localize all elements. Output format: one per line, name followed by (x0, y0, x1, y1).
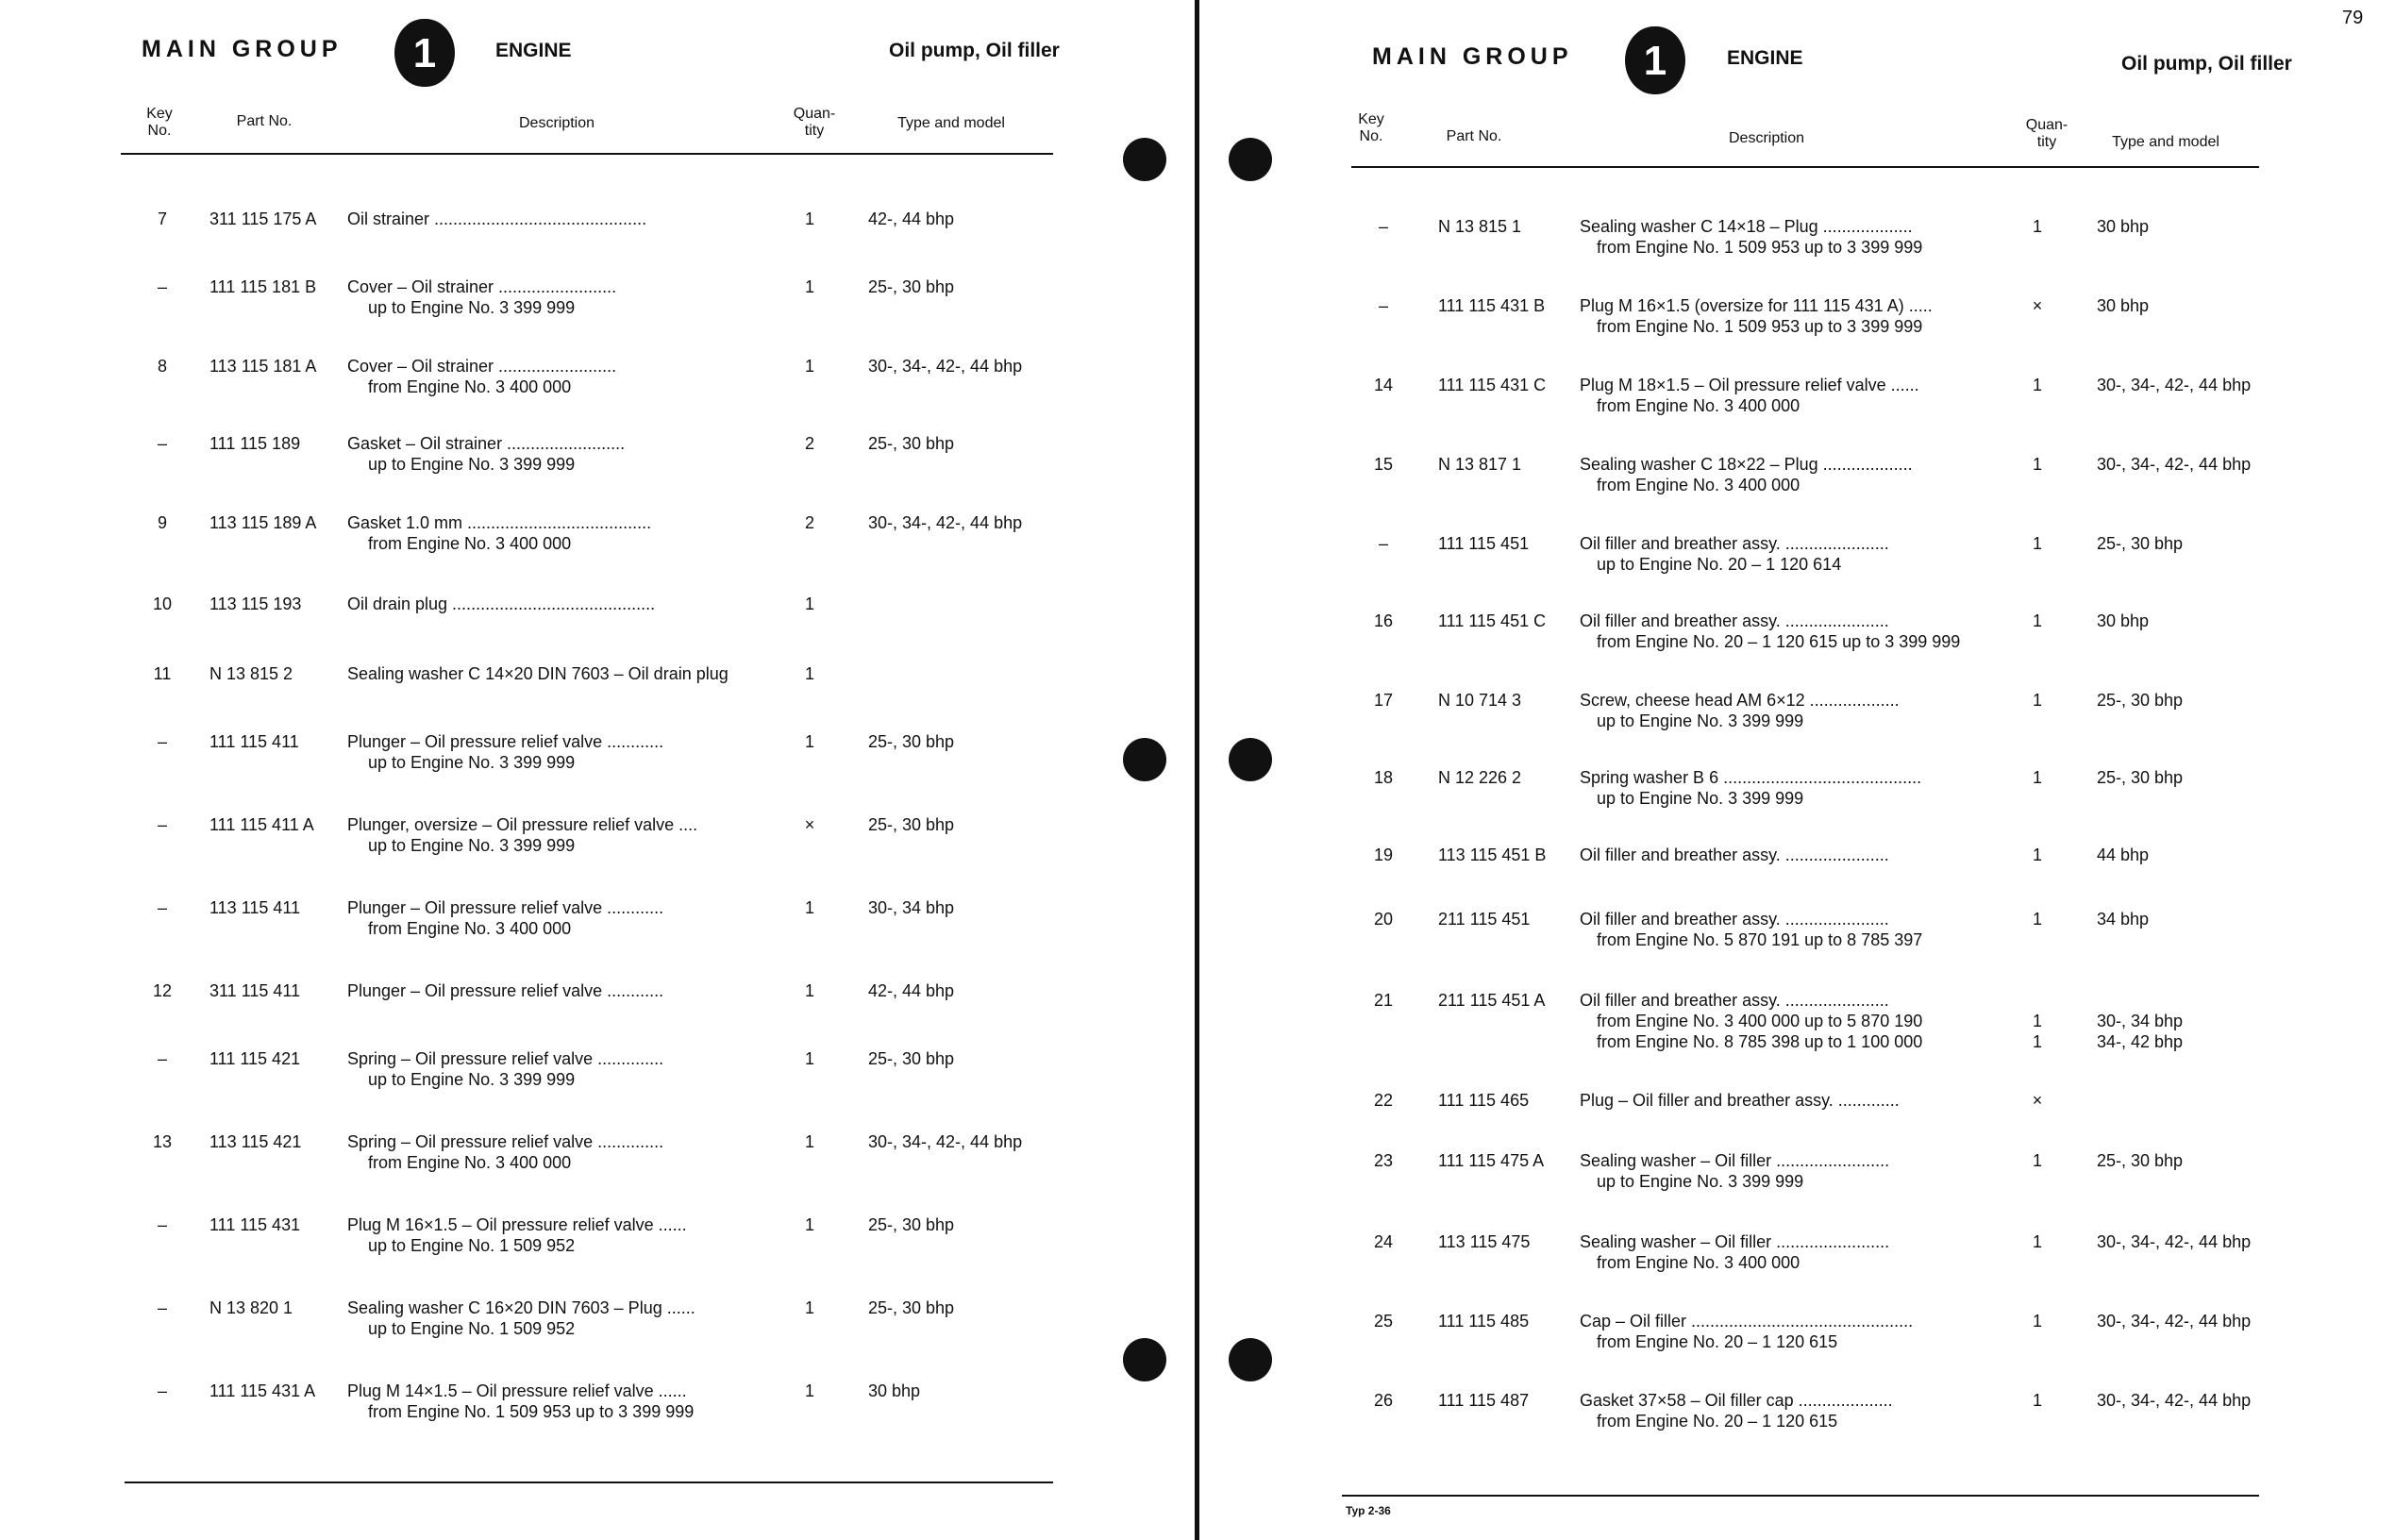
col-header-type: Type and model (2112, 134, 2219, 150)
description-note: from Engine No. 1 509 953 up to 3 399 999 (1597, 238, 1923, 257)
part-number: 311 115 411 (209, 981, 301, 1000)
table-row (1200, 691, 2395, 766)
table-row (1200, 910, 2395, 985)
description-note: from Engine No. 8 785 398 up to 1 100 000 (1597, 1032, 1923, 1051)
type-and-model: 30-, 34 bhp (868, 898, 955, 917)
description-note: from Engine No. 3 400 000 (1597, 476, 1800, 494)
key-number: 20 (1373, 910, 1394, 929)
quantity: 1 (804, 277, 814, 296)
description: Plunger – Oil pressure relief valve ............ (347, 898, 664, 917)
quantity: 1 (804, 1215, 814, 1234)
table-row (0, 981, 1195, 1057)
group-name: ENGINE (1727, 47, 1803, 69)
type-and-model: 30 bhp (2097, 296, 2150, 315)
col-header-quantity: Quan- tity (793, 106, 836, 139)
quantity: 1 (2032, 1032, 2042, 1051)
col-header-description: Description (518, 115, 595, 131)
table-row (0, 815, 1195, 891)
part-number: 111 115 475 A (1438, 1151, 1545, 1170)
table-row (1200, 534, 2395, 610)
quantity: 1 (2032, 1151, 2042, 1170)
table-row (0, 1049, 1195, 1125)
table-row (1200, 455, 2395, 530)
key-number: 17 (1373, 691, 1394, 710)
description: Spring – Oil pressure relief valve .............. (347, 1049, 664, 1068)
type-and-model: 30 bhp (868, 1381, 921, 1400)
bottom-rule (125, 1481, 1053, 1483)
description-note: from Engine No. 3 400 000 (1597, 1253, 1800, 1272)
description: Cover – Oil strainer ......................... (347, 357, 617, 376)
key-number: 25 (1373, 1312, 1394, 1331)
col-header-key: Key No. (146, 106, 173, 139)
quantity: 1 (2032, 1391, 2042, 1410)
description: Plug M 14×1.5 – Oil pressure relief valve ...... (347, 1381, 687, 1400)
description: Sealing washer C 18×22 – Plug ................... (1580, 455, 1913, 474)
quantity: 1 (804, 981, 814, 1000)
description-note: up to Engine No. 1 509 952 (368, 1236, 576, 1255)
description-note: from Engine No. 3 400 000 (368, 377, 572, 396)
key-number: 14 (1373, 376, 1394, 394)
part-number: 111 115 451 C (1438, 611, 1547, 630)
description: Gasket 1.0 mm ....................................... (347, 513, 652, 532)
type-and-model: 30-, 34-, 42-, 44 bhp (868, 513, 1023, 532)
key-number: – (157, 277, 167, 296)
table-row (0, 209, 1195, 285)
table-row (1200, 376, 2395, 451)
part-number: 113 115 193 (209, 594, 302, 613)
quantity: 1 (804, 1132, 814, 1151)
key-number: 7 (157, 209, 167, 228)
quantity: 1 (2032, 768, 2042, 787)
main-group-label: MAIN GROUP (142, 36, 343, 62)
part-number: 111 115 487 (1438, 1391, 1530, 1410)
description-note: from Engine No. 5 870 191 up to 8 785 397 (1597, 930, 1923, 949)
table-row (0, 357, 1195, 432)
quantity: 1 (2032, 611, 2042, 630)
part-number: 111 115 421 (209, 1049, 301, 1068)
description-note: from Engine No. 1 509 953 up to 3 399 999 (368, 1402, 695, 1421)
table-row (0, 664, 1195, 740)
description-note: from Engine No. 3 400 000 up to 5 870 190 (1597, 1012, 1923, 1030)
description-note: up to Engine No. 3 399 999 (1597, 711, 1804, 730)
type-and-model: 25-, 30 bhp (868, 1215, 955, 1234)
part-number: 211 115 451 A (1438, 991, 1546, 1010)
key-number: 10 (152, 594, 173, 613)
table-row (0, 1298, 1195, 1374)
type-and-model: 25-, 30 bhp (868, 434, 955, 453)
key-number: 8 (157, 357, 167, 376)
type-and-model: 34-, 42 bhp (2097, 1032, 2184, 1051)
page-number: 79 (2342, 8, 2364, 28)
key-number: 11 (153, 664, 172, 683)
part-number: 113 115 411 (209, 898, 301, 917)
quantity: × (804, 815, 815, 834)
key-number: – (157, 815, 167, 834)
description-note: from Engine No. 20 – 1 120 615 up to 3 399 999 (1597, 632, 1961, 651)
part-number: 111 115 465 (1438, 1091, 1530, 1110)
type-and-model: 30-, 34-, 42-, 44 bhp (868, 1132, 1023, 1151)
part-number: 111 115 431 B (1438, 296, 1546, 315)
quantity: 1 (804, 1049, 814, 1068)
table-row (0, 513, 1195, 589)
description: Oil drain plug ........................................... (347, 594, 656, 613)
type-and-model: 25-, 30 bhp (868, 815, 955, 834)
type-and-model: 30 bhp (2097, 217, 2150, 236)
key-number: 24 (1373, 1232, 1394, 1251)
col-header-part: Part No. (236, 113, 293, 129)
key-number: 15 (1373, 455, 1394, 474)
part-number: N 13 817 1 (1438, 455, 1522, 474)
description: Oil filler and breather assy. ...................... (1580, 611, 1889, 630)
key-number: – (157, 434, 167, 453)
description-note: up to Engine No. 3 399 999 (1597, 789, 1804, 808)
part-number: 111 115 431 C (1438, 376, 1547, 394)
description-note: up to Engine No. 3 399 999 (368, 1070, 576, 1089)
quantity: 1 (804, 732, 814, 751)
quantity: 1 (2032, 1012, 2042, 1030)
col-header-key: Key No. (1358, 111, 1384, 144)
type-and-model: 25-, 30 bhp (2097, 768, 2184, 787)
description: Spring – Oil pressure relief valve .............. (347, 1132, 664, 1151)
description: Screw, cheese head AM 6×12 ................... (1580, 691, 1900, 710)
description: Plug – Oil filler and breather assy. ............. (1580, 1091, 1900, 1110)
table-row (1200, 1232, 2395, 1308)
description-note: up to Engine No. 3 399 999 (368, 298, 576, 317)
part-number: 311 115 175 A (209, 209, 317, 228)
description: Sealing washer C 14×20 DIN 7603 – Oil drain plug (347, 664, 729, 683)
quantity: 1 (2032, 845, 2042, 864)
description: Cap – Oil filler ............................................... (1580, 1312, 1914, 1331)
description: Sealing washer C 14×18 – Plug ................... (1580, 217, 1913, 236)
table-row (0, 898, 1195, 974)
quantity: 2 (804, 513, 814, 532)
quantity: 1 (804, 357, 814, 376)
description: Sealing washer – Oil filler ........................ (1580, 1232, 1890, 1251)
type-and-model: 25-, 30 bhp (868, 277, 955, 296)
group-number: 1 (412, 30, 437, 76)
description-note: from Engine No. 3 400 000 (368, 1153, 572, 1172)
group-number: 1 (1643, 38, 1667, 84)
description-note: from Engine No. 3 400 000 (368, 919, 572, 938)
key-number: – (1378, 296, 1388, 315)
part-number: 113 115 189 A (209, 513, 317, 532)
part-number: 113 115 475 (1438, 1232, 1531, 1251)
part-number: 111 115 431 (209, 1215, 301, 1234)
quantity: 1 (2032, 691, 2042, 710)
table-row (0, 1215, 1195, 1291)
table-row (0, 732, 1195, 808)
description-note: from Engine No. 20 – 1 120 615 (1597, 1332, 1838, 1351)
table-row (1200, 1151, 2395, 1227)
type-and-model: 30-, 34-, 42-, 44 bhp (2097, 1312, 2252, 1331)
type-and-model: 25-, 30 bhp (2097, 691, 2184, 710)
description: Plunger – Oil pressure relief valve ............ (347, 732, 664, 751)
key-number: 22 (1373, 1091, 1394, 1110)
punch-hole (1123, 1338, 1166, 1381)
table-row (1200, 768, 2395, 844)
part-number: N 12 226 2 (1438, 768, 1522, 787)
quantity: 1 (804, 594, 814, 613)
description: Oil filler and breather assy. ...................... (1580, 845, 1889, 864)
type-and-model: 42-, 44 bhp (868, 981, 955, 1000)
section-title: Oil pump, Oil filler (2121, 53, 2292, 75)
footer-code: Typ 2-36 (1346, 1504, 1391, 1517)
description-note: up to Engine No. 1 509 952 (368, 1319, 576, 1338)
part-number: 111 115 181 B (209, 277, 317, 296)
quantity: × (2032, 296, 2043, 315)
quantity: 1 (804, 898, 814, 917)
quantity: 1 (804, 664, 814, 683)
part-number: 111 115 411 A (209, 815, 314, 834)
group-name: ENGINE (495, 40, 572, 61)
type-and-model: 25-, 30 bhp (868, 1298, 955, 1317)
description: Oil filler and breather assy. ...................... (1580, 534, 1889, 553)
table-row (1200, 991, 2395, 1066)
type-and-model: 25-, 30 bhp (2097, 534, 2184, 553)
part-number: 113 115 451 B (1438, 845, 1547, 864)
header-rule (1351, 166, 2259, 168)
part-number: N 13 815 1 (1438, 217, 1522, 236)
key-number: – (157, 732, 167, 751)
type-and-model: 44 bhp (2097, 845, 2150, 864)
table-row (0, 594, 1195, 670)
quantity: 1 (2032, 455, 2042, 474)
description: Plunger, oversize – Oil pressure relief valve .... (347, 815, 698, 834)
page-divider (1195, 0, 1199, 1540)
quantity: 1 (2032, 534, 2042, 553)
key-number: 9 (157, 513, 167, 532)
key-number: 13 (152, 1132, 173, 1151)
bottom-rule (1342, 1495, 2259, 1497)
type-and-model: 30-, 34-, 42-, 44 bhp (2097, 1391, 2252, 1410)
table-row (1200, 217, 2395, 293)
description-note: up to Engine No. 3 399 999 (368, 836, 576, 855)
description: Plunger – Oil pressure relief valve ............ (347, 981, 664, 1000)
description-note: from Engine No. 3 400 000 (368, 534, 572, 553)
left-page (0, 0, 1195, 1540)
description-note: from Engine No. 1 509 953 up to 3 399 999 (1597, 317, 1923, 336)
part-number: 111 115 485 (1438, 1312, 1530, 1331)
part-number: N 10 714 3 (1438, 691, 1522, 710)
key-number: 16 (1373, 611, 1394, 630)
description-note: up to Engine No. 3 399 999 (1597, 1172, 1804, 1191)
description-note: from Engine No. 20 – 1 120 615 (1597, 1412, 1838, 1431)
type-and-model: 30-, 34-, 42-, 44 bhp (2097, 455, 2252, 474)
key-number: – (157, 1049, 167, 1068)
part-number: 113 115 181 A (209, 357, 317, 376)
part-number: N 13 820 1 (209, 1298, 293, 1317)
quantity: 1 (804, 1381, 814, 1400)
type-and-model: 25-, 30 bhp (868, 732, 955, 751)
description: Gasket – Oil strainer ......................... (347, 434, 626, 453)
quantity: 1 (2032, 1312, 2042, 1331)
part-number: N 13 815 2 (209, 664, 293, 683)
type-and-model: 30 bhp (2097, 611, 2150, 630)
description-note: up to Engine No. 3 399 999 (368, 455, 576, 474)
key-number: – (157, 1215, 167, 1234)
key-number: – (157, 1298, 167, 1317)
description: Spring washer B 6 .......................................... (1580, 768, 1922, 787)
col-header-part: Part No. (1446, 128, 1502, 144)
group-number-badge (394, 19, 455, 87)
key-number: – (157, 898, 167, 917)
quantity: 1 (804, 1298, 814, 1317)
type-and-model: 42-, 44 bhp (868, 209, 955, 228)
quantity: 1 (2032, 376, 2042, 394)
type-and-model: 30-, 34-, 42-, 44 bhp (868, 357, 1023, 376)
key-number: – (157, 1381, 167, 1400)
type-and-model: 30-, 34-, 42-, 44 bhp (2097, 1232, 2252, 1251)
key-number: 12 (152, 981, 173, 1000)
quantity: × (2032, 1091, 2043, 1110)
description: Oil filler and breather assy. ...................... (1580, 991, 1889, 1010)
key-number: 19 (1373, 845, 1394, 864)
table-row (1200, 1312, 2395, 1387)
key-number: – (1378, 217, 1388, 236)
table-row (0, 1132, 1195, 1208)
table-row (1200, 296, 2395, 372)
table-row (0, 1381, 1195, 1457)
description: Plug M 16×1.5 – Oil pressure relief valve ...... (347, 1215, 687, 1234)
col-header-description: Description (1728, 130, 1805, 146)
part-number: 211 115 451 (1438, 910, 1531, 929)
type-and-model: 25-, 30 bhp (2097, 1151, 2184, 1170)
quantity: 2 (804, 434, 814, 453)
table-row (1200, 611, 2395, 687)
table-row (0, 277, 1195, 353)
quantity: 1 (2032, 1232, 2042, 1251)
description: Plug M 16×1.5 (oversize for 111 115 431 A) ..... (1580, 296, 1933, 315)
punch-hole (1123, 738, 1166, 781)
punch-hole (1123, 138, 1166, 181)
quantity: 1 (2032, 217, 2042, 236)
part-number: 111 115 189 (209, 434, 301, 453)
description-note: from Engine No. 3 400 000 (1597, 396, 1800, 415)
table-row (1200, 1391, 2395, 1466)
table-row (0, 434, 1195, 510)
description: Plug M 18×1.5 – Oil pressure relief valve ...... (1580, 376, 1919, 394)
description: Oil filler and breather assy. ...................... (1580, 910, 1889, 929)
key-number: 18 (1373, 768, 1394, 787)
key-number: 21 (1373, 991, 1394, 1010)
description-note: up to Engine No. 20 – 1 120 614 (1597, 555, 1842, 574)
right-page (1200, 0, 2395, 1540)
type-and-model: 30-, 34-, 42-, 44 bhp (2097, 376, 2252, 394)
key-number: – (1378, 534, 1388, 553)
section-title: Oil pump, Oil filler (889, 40, 1060, 61)
quantity: 1 (2032, 910, 2042, 929)
main-group-label: MAIN GROUP (1372, 43, 1573, 70)
key-number: 23 (1373, 1151, 1394, 1170)
description: Gasket 37×58 – Oil filler cap .................... (1580, 1391, 1893, 1410)
col-header-quantity: Quan- tity (2025, 117, 2068, 150)
type-and-model: 30-, 34 bhp (2097, 1012, 2184, 1030)
description-note: up to Engine No. 3 399 999 (368, 753, 576, 772)
type-and-model: 25-, 30 bhp (868, 1049, 955, 1068)
key-number: 26 (1373, 1391, 1394, 1410)
col-header-type: Type and model (897, 115, 1005, 131)
description: Cover – Oil strainer ......................... (347, 277, 617, 296)
part-number: 111 115 451 (1438, 534, 1530, 553)
description: Oil strainer ............................................. (347, 209, 647, 228)
description: Sealing washer C 16×20 DIN 7603 – Plug ...... (347, 1298, 695, 1317)
type-and-model: 34 bhp (2097, 910, 2150, 929)
part-number: 111 115 431 A (209, 1381, 316, 1400)
group-number-badge (1625, 26, 1685, 94)
part-number: 111 115 411 (209, 732, 299, 751)
part-number: 113 115 421 (209, 1132, 302, 1151)
header-rule (121, 153, 1053, 155)
quantity: 1 (804, 209, 814, 228)
description: Sealing washer – Oil filler ........................ (1580, 1151, 1890, 1170)
